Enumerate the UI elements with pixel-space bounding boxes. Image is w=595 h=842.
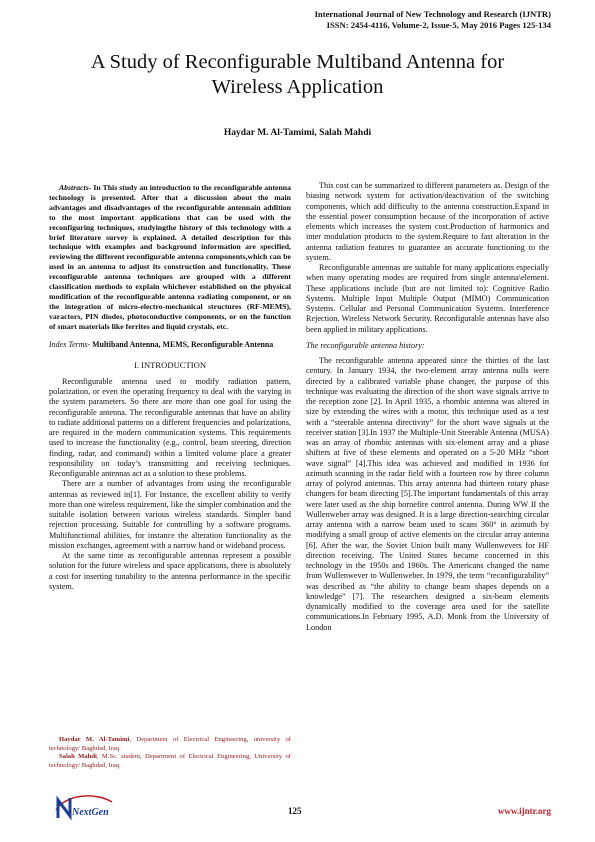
logo-text: NextGen [72,807,109,818]
journal-header [315,9,551,31]
footnote-text: , M.Sc. student, Department of Electrical Engineering, University of technology/ Baghdad, Iraq. [49,753,291,769]
journal-name: International Journal of New Technology and Research (IJNTR) [314,9,551,19]
author-footnotes [49,736,291,770]
index-terms-label: Index Terms- [49,339,91,349]
paragraph: There are a number of advantages from using the reconfigurable antennas as reviewed in[1]. For Instance, the excellent ability to verify more than one wireless requirement, like the simpler combination and the suitable isolation between various wireless standards. Simpler band rejection processing. Suitable for controlling by a software programs. Multifunctional abilities, for instance the alteration functionality as the mission exchanges, agreement with a narrow band or wideband process. [49,479,291,550]
authors: Haydar M. Al-Tamimi, Salah Mahdi [223,128,372,138]
left-column [49,183,291,592]
journal-url: www.ijntr.org [497,806,551,816]
index-terms [49,340,291,350]
section-heading-introduction: I. INTRODUCTION [133,359,207,370]
paragraph: Reconfigurable antenna used to modify radiation pattern, polarization, or even the operating frequency to deal with the varying in the system parameters. So there are more than one goal for using the reconfigurable antenna. The reconfigurable antennas that have an ability to radiate additional patterns on a different frequencies and polarizations, are required in the modern communication systems. This requirements used to increase the functionality (e.g., control, beam steering, direction finding, radar, and command) within a limited volume place a greater responsibility on today’s transmitting and receiving techniques. Reconfigurable antennas act as a solution to these problems. [49,376,291,479]
title-line-2: Wireless Application [211,76,384,98]
abstract [49,183,291,332]
journal-issn: ISSN: 2454-4116, Volume-2, Issue-5, May 2016 Pages 125-134 [326,20,551,30]
subsection-heading-history: The reconfigurable antenna history: [306,340,425,350]
footnote-author: Salah Mahdi [59,753,97,761]
logo-n-mark [58,798,70,818]
footnote-author: Haydar M. Al-Tamimi [59,736,130,743]
paragraph: The reconfigurable antenna appeared since the thirties of the last century. In January 1934, the two-element array antenna nulls were directed by a calibrated variable phase changer, the purpose of this technique was evaluating the direction of the short wave signals arrive to the reception zone [2]. In April 1935, a rhombic antenna was altered in size by extending the wires with a motor, this technique used as a test with a “steerable antenna directivity” for the short wave signals at the receiver station [3].In 1937 the Multiple-Unit Steerable Antenna (MUSA) was an array of rhombic antennas with six-element array and a phase shifters at five of these elements and operated on a 5-20 MHz “short wave signal” [4].This idea was achieved and modified in 1936 for azimuth scanning in the radar field with a fourteen row by three column array of polyrod antennas. This array antenna had thirteen rotary phase changers for beam directing [5].The important fundamentals of this array were later used as the ship bornefire control antenna. During WW II the Wullenweber array was designed. It is a large direction-searching circular array antenna with a narrow beam used to scans 360° in azimuth by modifying a small group of active elements on the circular array antenna [6]. After the war, the Soviet Union built many Wullenwevers for HF direction receiving. The United States became concerned in this technology in the 1950s and 1960s. The Americans changed the name from Wullenwever to Wullenweber. In 1979, the term “reconfigurability” was described as “the ability to change beam shapes depends on a knowledge” [7]. The researchers designed a six-beam elements dynamically modified to the coverage area used for the satellite communications.In February 1995, A.D. Monk from the University of London [306,356,549,632]
title-line-1: A Study of Reconfigurable Multiband Antenna for [90,51,505,73]
paragraph: Reconfigurable antennas are suitable for many applications especially when many operating modes are required from single antenna\element. These applications include (but are not limited to): Cognitive Radio Systems. Multiple Input Multiple Output (MIMO) Communication Systems. Cellular and Personal Communication Systems. Interference Rejection. Wireless Network Security. Reconfigurable antennas have also been applied in military applications. [306,263,549,334]
paper-title [40,50,555,100]
abstract-text: In This study an introduction to the reconfigurable antenna technology is presented. After that a discussion about the main advantages and disadvantages of the reconfigurable antennain addition to the most important applications that can be used with the reconfiguring techniques, studyingthe history of this technology with a brief literature survey is explained. A detailed description for this technique with examples and background information are specified, reviewing the different reconfigurable antenna components,which can be used in an antenna to adjust its construction and functionality. These reconfigurable antenna techniques are grouped with a different classification methods to explain whichever established on the physical modification of the reconfigurable antenna radiating component, or on the integration of micro-electro-mechanical structures (RF-MEMS), varactors, PIN diodes, photoconductive components, or on the function of smart materials like ferrites and liquid crystals, etc. [49,183,291,331]
footnote-text: , Department of Electrical Engineering, university of technology/ Baghdad, Iraq. [49,736,292,752]
page-number: 125 [288,806,302,816]
paragraph: At the same time as reconfigurable antennas represent a possible solution for the future wireless and space applications, there is absolutely a cost for inserting tunability to the antenna performance in the specific system. [49,551,291,591]
nextgen-logo [52,790,116,824]
footnote [49,753,291,770]
paragraph: This cost can be summarized to different parameters as. Design of the biasing network system for activation/deactivation of the switching components, which add difficulty to the antenna construction.Expand in the essential power consumption because of the incorporation of active elements which increases the system cost.Production of harmonics and inter modulation products to the system.Require to fast alteration in the antenna radiation features to guarantee an accurate functioning to the system. [306,181,549,262]
abstract-label: Abstracts- [59,183,92,192]
index-terms-text: Multiband Antenna, MEMS, Reconfigurable Antenna [90,339,274,349]
right-column [306,181,549,633]
footnote [49,736,291,753]
